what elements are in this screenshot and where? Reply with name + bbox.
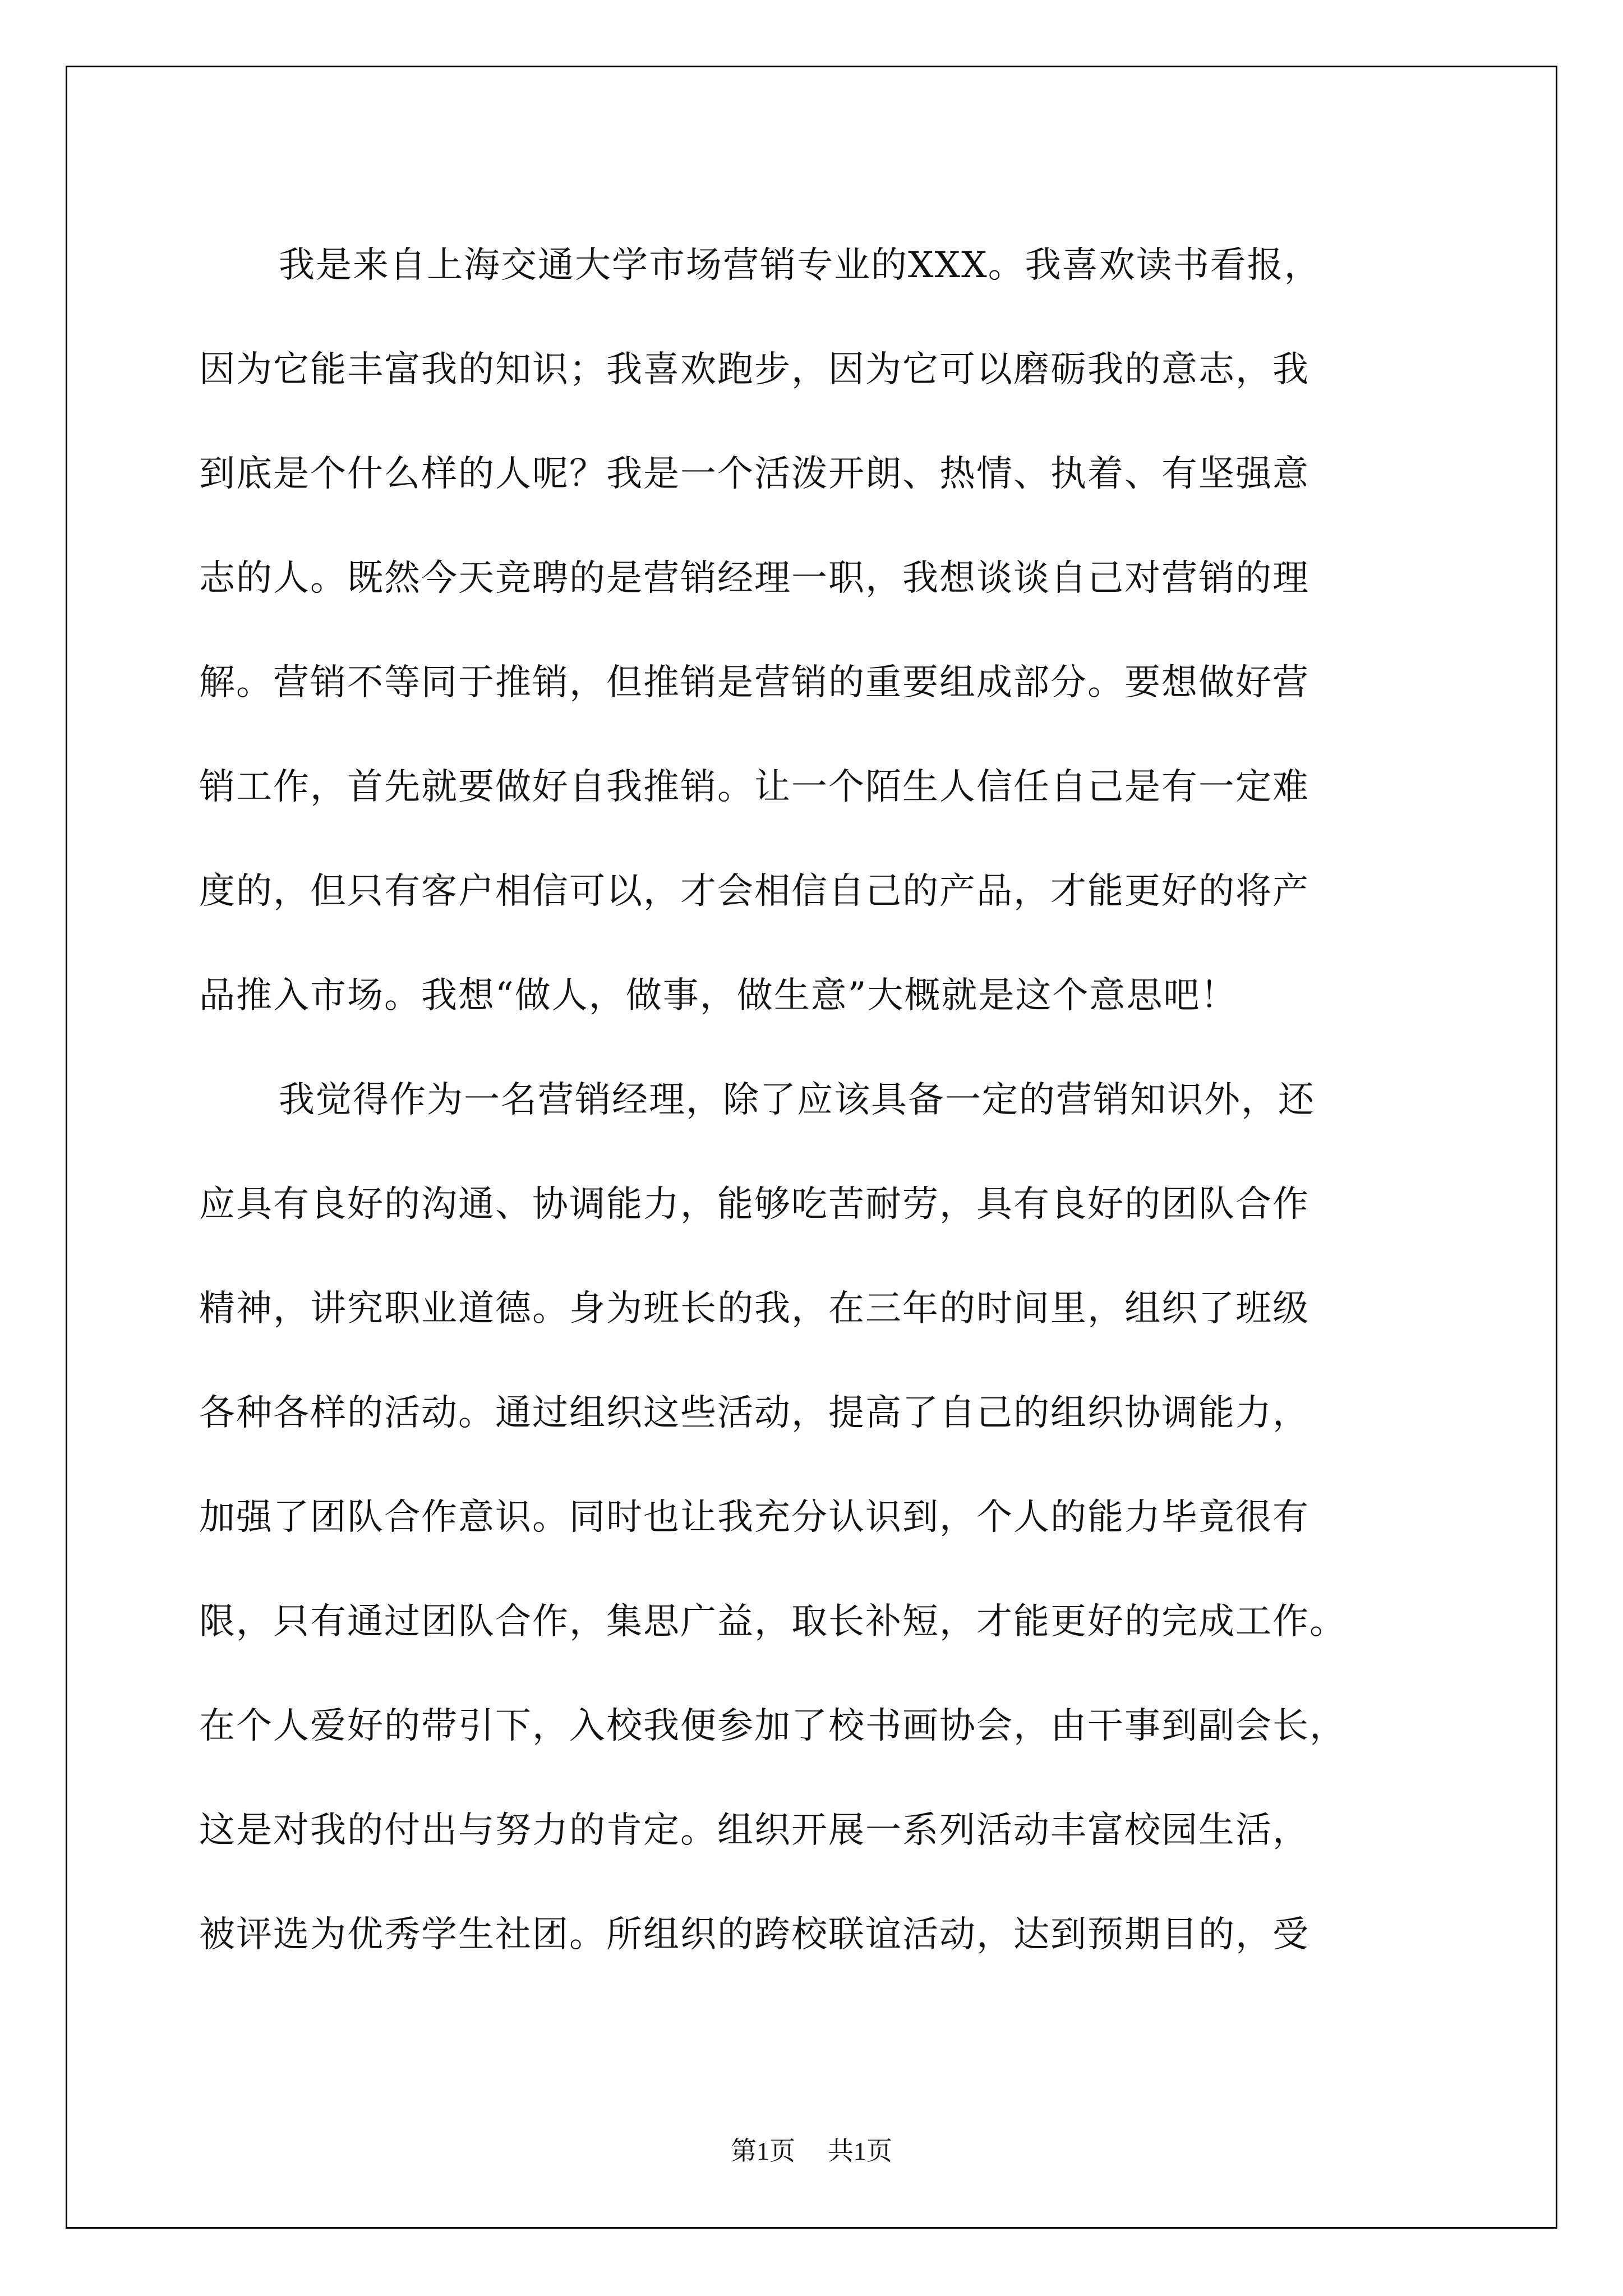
paragraph-1-line-8: 品推入市场。我想“做人，做事，做生意”大概就是这个意思吧！ bbox=[199, 975, 1238, 1016]
paragraph-1-line-7: 度的，但只有客户相信可以，才会相信自己的产品，才能更好的将产 bbox=[199, 871, 1310, 912]
page-number-total: 共1页 bbox=[828, 2137, 892, 2165]
paragraph-2-line-1: 我觉得作为一名营销经理，除了应该具备一定的营销知识外，还 bbox=[279, 1079, 1315, 1121]
paragraph-1-line-3: 到底是个什么样的人呢？我是一个活泼开朗、热情、执着、有坚强意 bbox=[199, 453, 1310, 495]
paragraph-2-line-9: 被评选为优秀学生社团。所组织的跨校联谊活动，达到预期目的，受 bbox=[199, 1914, 1310, 1955]
paragraph-2-line-6: 限，只有通过团队合作，集思广益，取长补短，才能更好的完成工作。 bbox=[199, 1601, 1347, 1642]
paragraph-2-line-7: 在个人爱好的带引下，入校我便参加了校书画协会，由干事到副会长， bbox=[199, 1705, 1347, 1747]
paragraph-2-line-2: 应具有良好的沟通、协调能力，能够吃苦耐劳，具有良好的团队合作 bbox=[199, 1184, 1310, 1225]
paragraph-1-line-2: 因为它能丰富我的知识；我喜欢跑步，因为它可以磨砺我的意志，我 bbox=[199, 349, 1310, 390]
paragraph-1-line-6: 销工作，首先就要做好自我推销。让一个陌生人信任自己是有一定难 bbox=[199, 766, 1310, 808]
page-footer bbox=[0, 2131, 1623, 2168]
paragraph-2-line-4: 各种各样的活动。通过组织这些活动，提高了自己的组织协调能力， bbox=[199, 1392, 1310, 1434]
paragraph-1-line-1: 我是来自上海交通大学市场营销专业的XXX。我喜欢读书看报， bbox=[279, 245, 1321, 286]
paragraph-1-line-5: 解。营销不等同于推销，但推销是营销的重要组成部分。要想做好营 bbox=[199, 662, 1310, 703]
paragraph-1-line-4: 志的人。既然今天竞聘的是营销经理一职，我想谈谈自己对营销的理 bbox=[199, 558, 1310, 599]
paragraph-2-line-5: 加强了团队合作意识。同时也让我充分认识到，个人的能力毕竟很有 bbox=[199, 1497, 1310, 1538]
paragraph-2-line-8: 这是对我的付出与努力的肯定。组织开展一系列活动丰富校园生活， bbox=[199, 1810, 1310, 1851]
document-body bbox=[199, 213, 1424, 1987]
paragraph-2-line-3: 精神，讲究职业道德。身为班长的我，在三年的时间里，组织了班级 bbox=[199, 1288, 1310, 1329]
page-number-current: 第1页 bbox=[731, 2137, 795, 2165]
